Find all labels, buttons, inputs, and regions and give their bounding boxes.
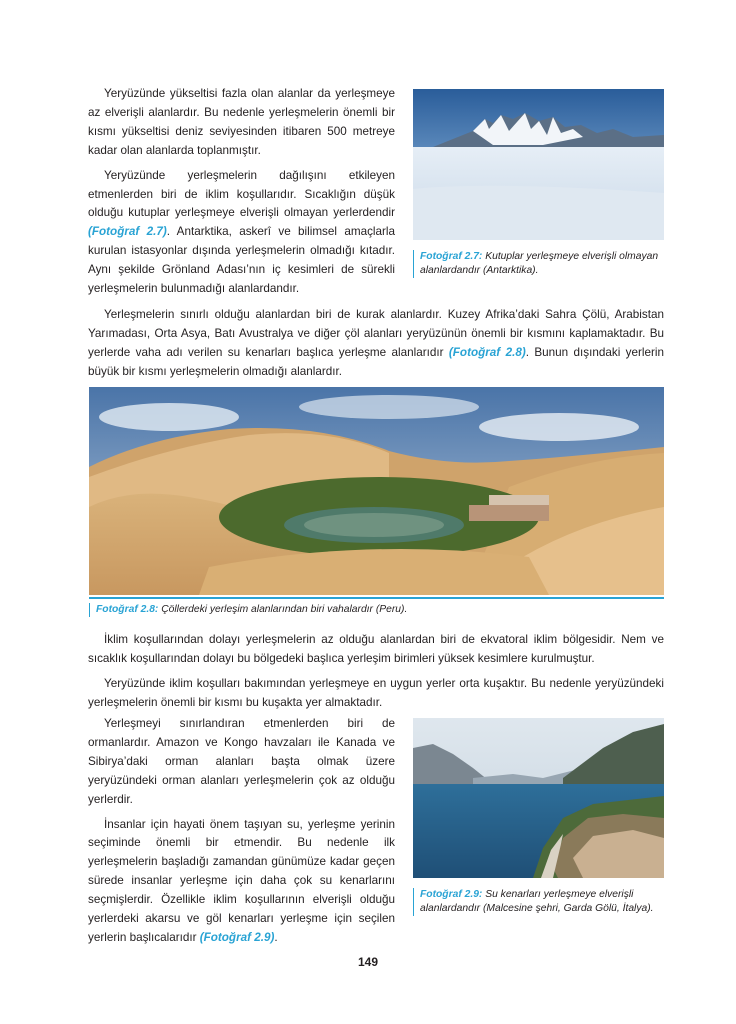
text-block-arid: [88, 306, 664, 388]
caption-text-2-9: Su kenarları yerleşmeye elverişli alanlardandır (Malcesine şehri, Garda Gölü, İtalya).: [420, 889, 654, 914]
photo-reference-2-9[interactable]: (Fotoğraf 2.9): [199, 930, 275, 944]
photo-lake-garda: [413, 718, 664, 878]
paragraph-elevation: Yeryüzünde yükseltisi fazla olan alanlar da yerleşmeye az elverişli alanlardır. Bu nedenle yerleşmelerin önemli bir kısmı yükseltisi deniz seviyesinden itibaren 500 metreye kadar olan alanlarda toplanmıştır.: [88, 87, 395, 157]
paragraph-arid: Yerleşmelerin sınırlı olduğu alanlardan biri de kurak alanlardır. Kuzey Afrika’daki Sahra Çölü, Arabistan Yarımadası, Orta Asya, Batı Avustralya ve diğer çöl alanları yeryüzünün önemli bir kısmını kaplamaktadır. Bu yerlerde vaha adı verilen su kenarları başlıca yerleşme alanlarıdır (Fotoğraf 2.8). Bunun dışındaki yerlerin büyük bir kısmı yerleşmelerin olmadığı alanlardır.: [88, 308, 665, 378]
photo-reference-2-8[interactable]: (Fotoğraf 2.8): [448, 345, 526, 359]
caption-text-2-8: Çöllerdeki yerleşim alanlarından biri vahalardır (Peru).: [158, 604, 408, 615]
text-block-equatorial-temperate: [88, 631, 664, 719]
paragraph-equatorial: İklim koşullarından dolayı yerleşmelerin az olduğu alanlardan biri de ekvatoral iklim bölgesidir. Nem ve sıcaklık koşullarından dolayı bu bölgedeki başlıca yerleşim birimleri yüksek kesimlere kurulmuştur.: [88, 633, 664, 665]
caption-photo-2-8: [89, 603, 656, 617]
paragraph-climate-poles: Yeryüzünde yerleşmelerin dağılışını etkileyen etmenlerden biri de iklim koşullarıdır. Sıcaklığın düşük olduğu kutuplar yerleşmeye elverişli olmayan yerlerdendir (Fotoğraf 2.7). Antarktika, askerî ve bilimsel amaçlarla kurulan istasyonlar dışında yerleşmelerin olmadığı kıtadır. Aynı şekilde Grönland Adası’nın iç kesimleri de sürekli yerleşmelerin bulunmadığı alanlardandır.: [88, 168, 395, 296]
paragraph-forests: Yerleşmeyi sınırlandıran etmenlerden biri de ormanlardır. Amazon ve Kongo havzaları ile Kanada ve Sibirya’daki orman alanları başta olmak üzere yeryüzündeki orman alanları yerleşmelerin çok az olduğu yerlerdir.: [88, 717, 395, 806]
caption-label-2-8: Fotoğraf 2.8:: [96, 604, 159, 615]
photo-antarctica: [413, 89, 664, 240]
caption-photo-2-9: [413, 888, 665, 916]
text-block-forests-water: [88, 715, 395, 954]
photo-reference-2-7[interactable]: (Fotoğraf 2.7): [88, 225, 167, 239]
photo-oasis-peru: [89, 387, 664, 595]
caption-label-2-7: Fotoğraf 2.7:: [420, 251, 483, 262]
text-block-elevation-climate: [88, 85, 395, 305]
caption-label-2-9: Fotoğraf 2.9:: [420, 889, 483, 900]
page-number: 149: [357, 955, 379, 969]
paragraph-water: İnsanlar için hayati önem taşıyan su, yerleşme yerinin seçiminde önemli bir etmendir. Bu nedenle ilk yerleşmelerin başladığı zamandan günümüze kadar geçen sürede insanlar yerleşme için daha çok su kenarlarını seçmişlerdir. Özellikle iklim koşullarının elverişli olduğu yerlerdeki akarsu ve göl kenarları yerleşme için seçilen yerlerin başlıcalarıdır (Fotoğraf 2.9).: [88, 817, 395, 944]
caption-rule-2-8: [89, 597, 664, 599]
caption-text-2-7: Kutuplar yerleşmeye elverişli olmayan alanlardandır (Antarktika).: [420, 251, 659, 276]
paragraph-temperate: Yeryüzünde iklim koşulları bakımından yerleşmeye en uygun yerler orta kuşaktır. Bu nedenle yeryüzündeki yerleşmelerin önemli bir kısmı bu kuşakta yer almaktadır.: [88, 676, 664, 709]
caption-photo-2-7: [413, 250, 665, 278]
